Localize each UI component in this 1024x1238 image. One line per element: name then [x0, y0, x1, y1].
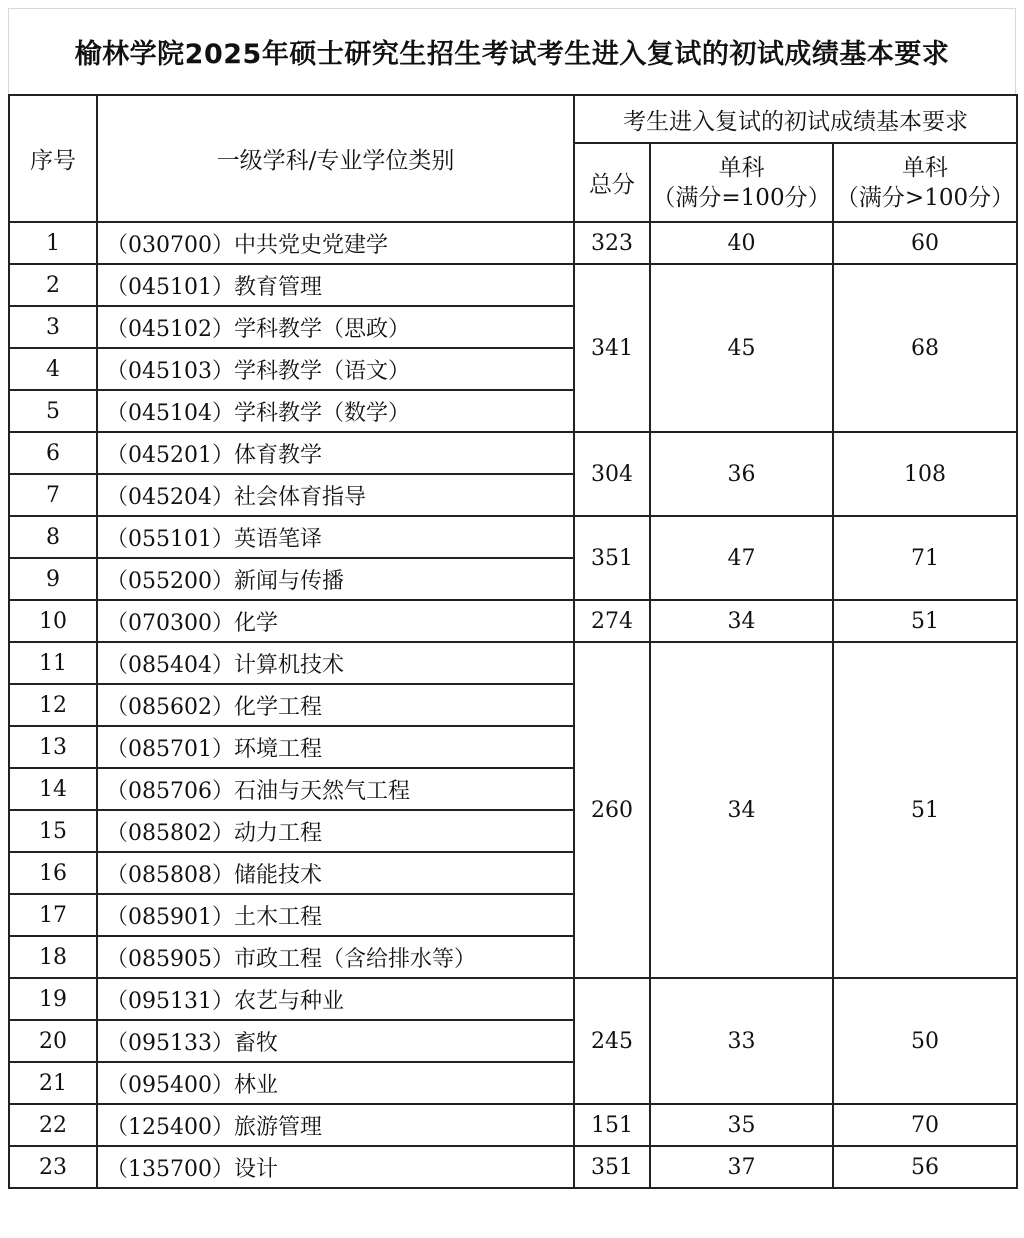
row-index: 10 — [9, 600, 97, 642]
single-subject-100: 45 — [650, 264, 833, 432]
single-subject-100: 33 — [650, 978, 833, 1104]
table-row — [9, 642, 1017, 684]
table-row — [9, 222, 1017, 264]
table-row — [9, 264, 1017, 306]
header-single-a-title: 单科 — [718, 154, 765, 181]
header-requirements: 考生进入复试的初试成绩基本要求 — [574, 95, 1017, 143]
row-index: 13 — [9, 726, 97, 768]
single-subject-over-100: 68 — [833, 264, 1017, 432]
score-requirements-table — [8, 94, 1018, 1189]
header-single-a — [650, 143, 833, 222]
row-discipline-name: （045104）学科教学（数学） — [97, 390, 574, 432]
row-discipline-name: （045204）社会体育指导 — [97, 474, 574, 516]
row-discipline-name: （095133）畜牧 — [97, 1020, 574, 1062]
header-index: 序号 — [9, 95, 97, 222]
header-discipline: 一级学科/专业学位类别 — [97, 95, 574, 222]
row-index: 12 — [9, 684, 97, 726]
row-index: 21 — [9, 1062, 97, 1104]
row-discipline-name: （085404）计算机技术 — [97, 642, 574, 684]
row-index: 15 — [9, 810, 97, 852]
table-row — [9, 978, 1017, 1020]
row-discipline-name: （030700）中共党史党建学 — [97, 222, 574, 264]
single-subject-over-100: 108 — [833, 432, 1017, 516]
row-index: 18 — [9, 936, 97, 978]
row-discipline-name: （125400）旅游管理 — [97, 1104, 574, 1146]
table-body — [9, 222, 1017, 1188]
row-discipline-name: （085602）化学工程 — [97, 684, 574, 726]
table-row — [9, 432, 1017, 474]
single-subject-over-100: 51 — [833, 600, 1017, 642]
header-single-a-note: （满分=100分） — [652, 184, 831, 211]
single-subject-100: 35 — [650, 1104, 833, 1146]
row-index: 16 — [9, 852, 97, 894]
single-subject-100: 36 — [650, 432, 833, 516]
row-discipline-name: （085706）石油与天然气工程 — [97, 768, 574, 810]
row-index: 9 — [9, 558, 97, 600]
row-discipline-name: （045201）体育教学 — [97, 432, 574, 474]
header-single-b-title: 单科 — [902, 154, 949, 181]
total-score: 274 — [574, 600, 650, 642]
single-subject-over-100: 51 — [833, 642, 1017, 978]
row-index: 7 — [9, 474, 97, 516]
total-score: 151 — [574, 1104, 650, 1146]
row-index: 19 — [9, 978, 97, 1020]
row-discipline-name: （045103）学科教学（语文） — [97, 348, 574, 390]
row-discipline-name: （085905）市政工程（含给排水等） — [97, 936, 574, 978]
single-subject-100: 40 — [650, 222, 833, 264]
row-discipline-name: （085802）动力工程 — [97, 810, 574, 852]
table-row — [9, 1104, 1017, 1146]
total-score: 351 — [574, 1146, 650, 1188]
single-subject-100: 37 — [650, 1146, 833, 1188]
row-discipline-name: （045101）教育管理 — [97, 264, 574, 306]
row-index: 11 — [9, 642, 97, 684]
row-discipline-name: （085901）土木工程 — [97, 894, 574, 936]
header-single-b — [833, 143, 1017, 222]
total-score: 323 — [574, 222, 650, 264]
row-discipline-name: （085701）环境工程 — [97, 726, 574, 768]
document-page — [8, 8, 1016, 1189]
row-discipline-name: （055101）英语笔译 — [97, 516, 574, 558]
row-discipline-name: （045102）学科教学（思政） — [97, 306, 574, 348]
row-discipline-name: （055200）新闻与传播 — [97, 558, 574, 600]
total-score: 304 — [574, 432, 650, 516]
single-subject-over-100: 56 — [833, 1146, 1017, 1188]
single-subject-100: 34 — [650, 600, 833, 642]
row-index: 22 — [9, 1104, 97, 1146]
row-index: 1 — [9, 222, 97, 264]
total-score: 260 — [574, 642, 650, 978]
single-subject-over-100: 71 — [833, 516, 1017, 600]
row-index: 23 — [9, 1146, 97, 1188]
total-score: 341 — [574, 264, 650, 432]
row-index: 8 — [9, 516, 97, 558]
single-subject-over-100: 60 — [833, 222, 1017, 264]
table-row — [9, 516, 1017, 558]
single-subject-100: 34 — [650, 642, 833, 978]
table-row — [9, 600, 1017, 642]
row-discipline-name: （095400）林业 — [97, 1062, 574, 1104]
row-discipline-name: （085808）储能技术 — [97, 852, 574, 894]
header-single-b-note: （满分>100分） — [835, 184, 1015, 211]
document-title: 榆林学院2025年硕士研究生招生考试考生进入复试的初试成绩基本要求 — [74, 39, 950, 70]
row-discipline-name: （095131）农艺与种业 — [97, 978, 574, 1020]
row-discipline-name: （135700）设计 — [97, 1146, 574, 1188]
row-index: 17 — [9, 894, 97, 936]
row-index: 2 — [9, 264, 97, 306]
row-discipline-name: （070300）化学 — [97, 600, 574, 642]
total-score: 245 — [574, 978, 650, 1104]
row-index: 5 — [9, 390, 97, 432]
header-total: 总分 — [574, 143, 650, 222]
row-index: 4 — [9, 348, 97, 390]
row-index: 20 — [9, 1020, 97, 1062]
single-subject-over-100: 70 — [833, 1104, 1017, 1146]
row-index: 3 — [9, 306, 97, 348]
row-index: 6 — [9, 432, 97, 474]
table-row — [9, 1146, 1017, 1188]
total-score: 351 — [574, 516, 650, 600]
row-index: 14 — [9, 768, 97, 810]
single-subject-100: 47 — [650, 516, 833, 600]
single-subject-over-100: 50 — [833, 978, 1017, 1104]
title-box — [8, 8, 1016, 94]
